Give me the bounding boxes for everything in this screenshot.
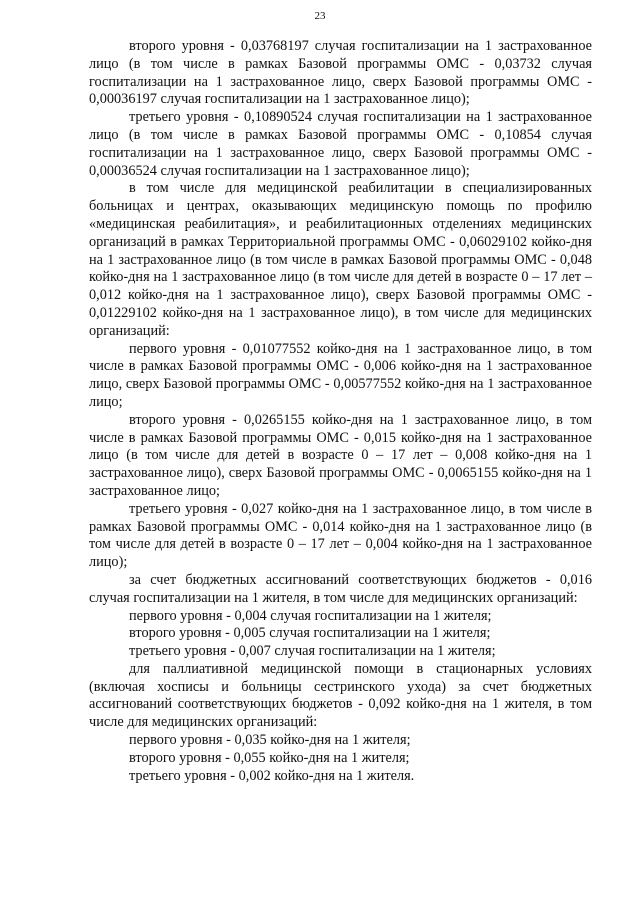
paragraph-rehab-first-level: первого уровня - 0,01077552 койко-дня на 1 застрахованное лицо, в том числе в рамках Базовой программы ОМС - 0,006 койко-дня на 1 застрахованное лицо, сверх Базовой программы ОМС - 0,00577552 койко-дня на 1 застрахованное лицо; [89, 340, 592, 410]
paragraph-palliative-care: для паллиативной медицинской помощи в стационарных условиях (включая хосписы и больницы сестринского ухода) за счет бюджетных ассигнований соответствующих бюджетов - 0,092 койко-дня на 1 жителя, в том числе для медицинских организаций: [89, 660, 592, 731]
paragraph-budget-third-level: третьего уровня - 0,007 случая госпитализации на 1 жителя; [129, 643, 496, 660]
paragraph-third-level-hospitalization: третьего уровня - 0,10890524 случая госпитализации на 1 застрахованное лицо (в том числе в рамках Базовой программы ОМС - 0,10854 случая госпитализации на 1 застрахованное лицо, сверх Базовой программы ОМС - 0,00036524 случая госпитализации на 1 застрахованное лицо); [89, 109, 592, 179]
paragraph-budget-first-level: первого уровня - 0,004 случая госпитализации на 1 жителя; [129, 607, 492, 624]
paragraph-palliative-second-level: второго уровня - 0,055 койко-дня на 1 жителя; [129, 749, 410, 766]
paragraph-rehab-second-level: второго уровня - 0,0265155 койко-дня на 1 застрахованное лицо, в том числе в рамках Базовой программы ОМС - 0,015 койко-дня на 1 застрахованное лицо (в том числе для детей в возрасте 0 – 17 лет – 0,008 койко-дня на 1 застрахованное лицо), сверх Базовой программы ОМС - 0,0065155 койко-дня на 1 застрахованное лицо; [89, 411, 592, 499]
paragraph-palliative-first-level: первого уровня - 0,035 койко-дня на 1 жителя; [129, 732, 411, 749]
paragraph-second-level-hospitalization: второго уровня - 0,03768197 случая госпитализации на 1 застрахованное лицо (в том числе в рамках Базовой программы ОМС - 0,03732 случая госпитализации на 1 застрахованное лицо, сверх Базовой программы ОМС - 0,00036197 случая госпитализации на 1 застрахованное лицо); [89, 38, 592, 108]
paragraph-medical-rehabilitation: в том числе для медицинской реабилитации в специализированных больницах и центрах, оказывающих медицинскую помощь по профилю «медицинская реабилитация», и реабилитационных отделениях медицинских организаций в рамках Территориальной программы ОМС - 0,06029102 койко-дня на 1 застрахованное лицо (в том числе в рамках Базовой программы ОМС - 0,048 койко-дня на 1 застрахованное лицо (в том числе для детей в возрасте 0 – 17 лет – 0,012 койко-дня на 1 застрахованное лицо), сверх Базовой программы ОМС - 0,01229102 койко-дня на 1 застрахованное лицо), в том числе для медицинских организаций: [89, 180, 592, 339]
document-body [89, 38, 592, 785]
paragraph-palliative-third-level: третьего уровня - 0,002 койко-дня на 1 жителя. [129, 767, 415, 784]
paragraph-rehab-third-level: третьего уровня - 0,027 койко-дня на 1 застрахованное лицо, в том числе в рамках Базовой программы ОМС - 0,014 койко-дня на 1 застрахованное лицо (в том числе для детей в возрасте 0 – 17 лет – 0,004 койко-дня на 1 застрахованное лицо); [89, 500, 592, 571]
page-number: 23 [314, 10, 326, 22]
paragraph-budget-second-level: второго уровня - 0,005 случая госпитализации на 1 жителя; [129, 625, 491, 642]
paragraph-budget-allocations: за счет бюджетных ассигнований соответствующих бюджетов - 0,016 случая госпитализации на 1 жителя, в том числе для медицинских организаций: [89, 571, 592, 606]
